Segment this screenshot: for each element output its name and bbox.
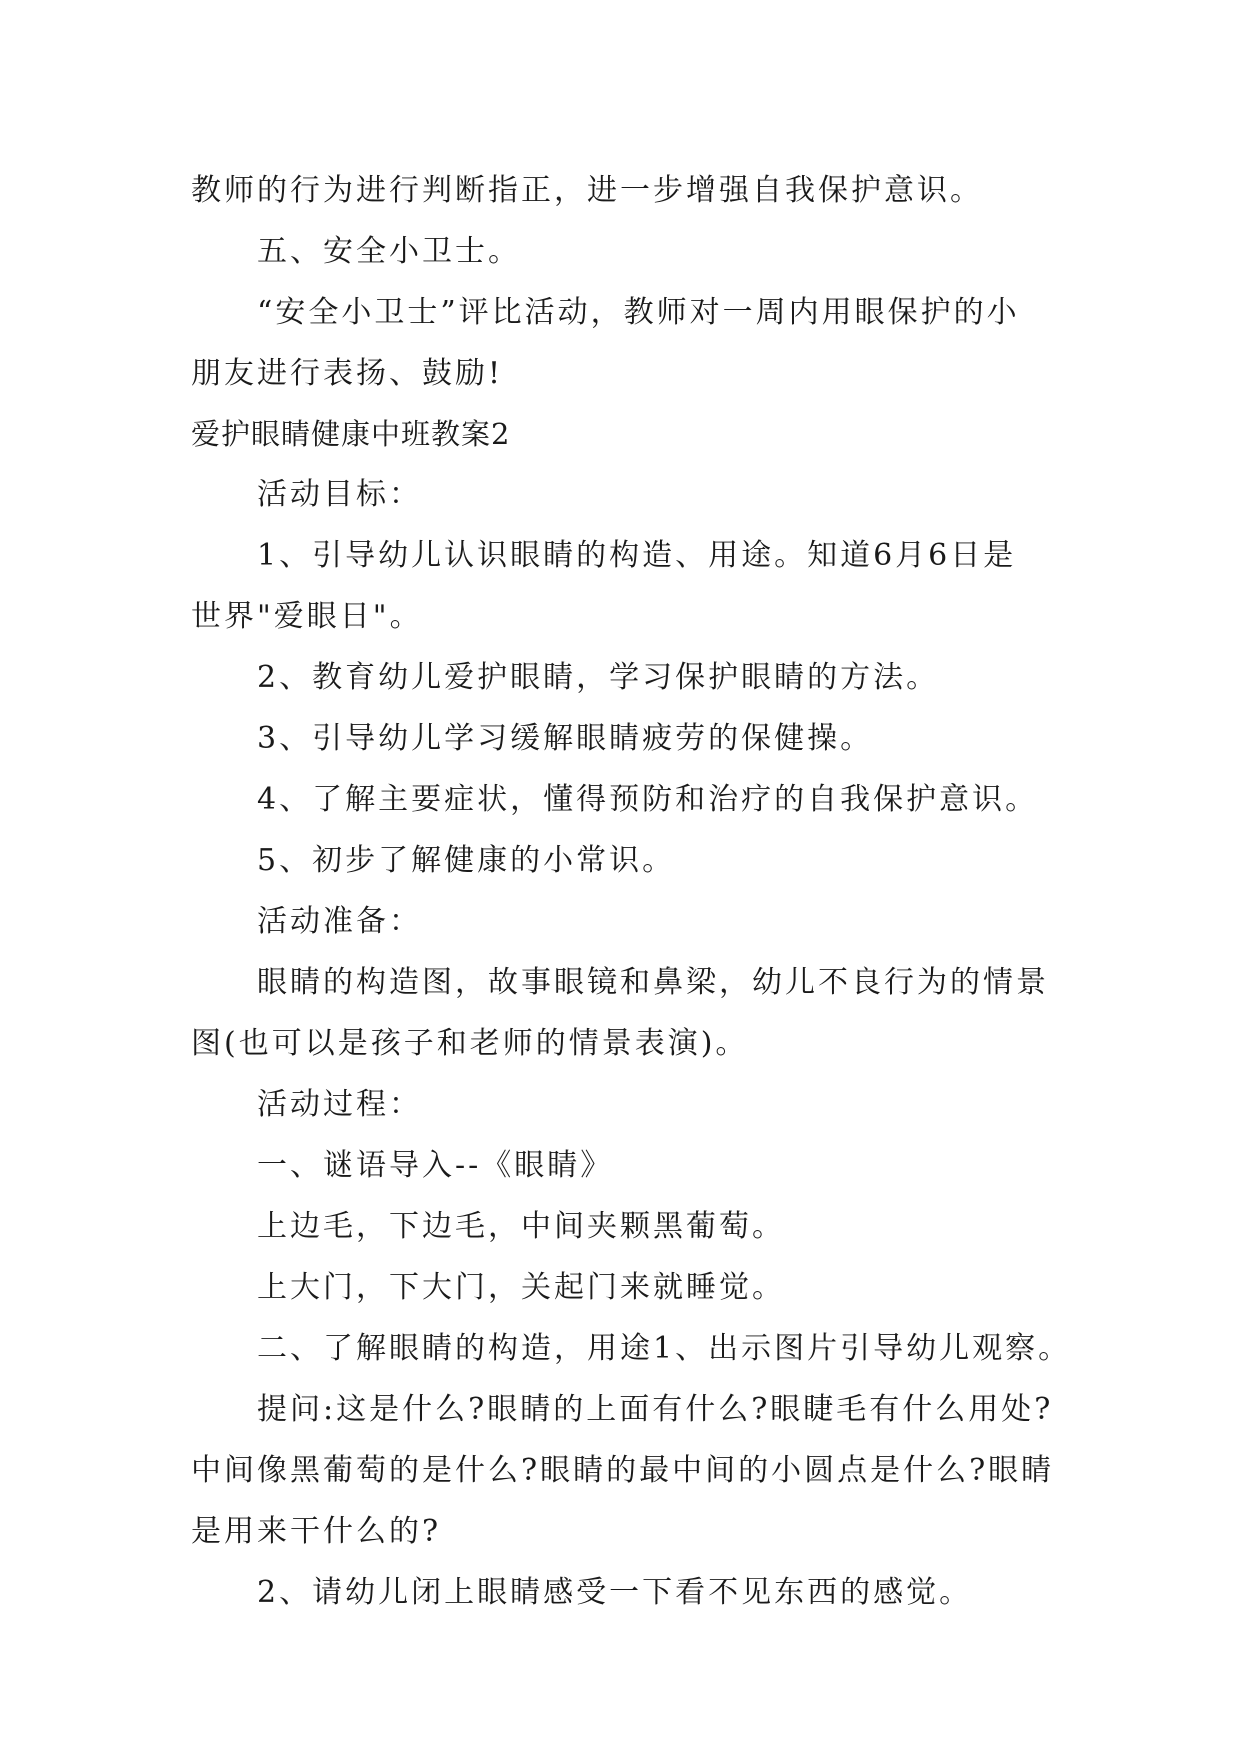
text-line: 中间像黑葡萄的是什么?眼睛的最中间的小圆点是什么?眼睛 (191, 1453, 1055, 1488)
section-heading: 活动准备： (257, 904, 422, 939)
text-line: 2、请幼儿闭上眼睛感受一下看不见东西的感觉。 (257, 1575, 973, 1610)
text-line: 1、引导幼儿认识眼睛的构造、用途。知道6月6日是 (257, 538, 1017, 573)
text-line: 世界"爱眼日"。 (191, 599, 423, 634)
text-line: 二、了解眼睛的构造，用途1、出示图片引导幼儿观察。 (257, 1331, 1072, 1366)
text-line: 教师的行为进行判断指正，进一步增强自我保护意识。 (191, 173, 983, 208)
text-line: 一、谜语导入--《眼睛》 (257, 1148, 614, 1183)
text-line: 2、教育幼儿爱护眼睛，学习保护眼睛的方法。 (257, 660, 940, 695)
text-line: 4、了解主要症状，懂得预防和治疗的自我保护意识。 (257, 782, 1039, 817)
text-line: 5、初步了解健康的小常识。 (257, 843, 676, 878)
section-heading: 五、安全小卫士。 (257, 234, 521, 269)
document-page (191, 160, 1072, 1623)
section-heading: 活动目标： (257, 477, 422, 512)
text-line: 眼睛的构造图，故事眼镜和鼻梁，幼儿不良行为的情景 (257, 965, 1049, 1000)
text-line: 是用来干什么的? (191, 1514, 442, 1549)
section-heading: 活动过程： (257, 1087, 422, 1122)
text-line: 上大门，下大门，关起门来就睡觉。 (257, 1270, 785, 1305)
text-line: 提问:这是什么?眼睛的上面有什么?眼睫毛有什么用处? (257, 1392, 1054, 1427)
document-title: 爱护眼睛健康中班教案2 (191, 417, 511, 451)
text-line: “安全小卫士”评比活动，教师对一周内用眼保护的小 (257, 295, 1020, 330)
text-line: 3、引导幼儿学习缓解眼睛疲劳的保健操。 (257, 721, 874, 756)
text-line: 朋友进行表扬、鼓励! (191, 356, 504, 391)
text-line: 上边毛，下边毛，中间夹颗黑葡萄。 (257, 1209, 785, 1244)
text-line: 图(也可以是孩子和老师的情景表演)。 (191, 1026, 749, 1061)
